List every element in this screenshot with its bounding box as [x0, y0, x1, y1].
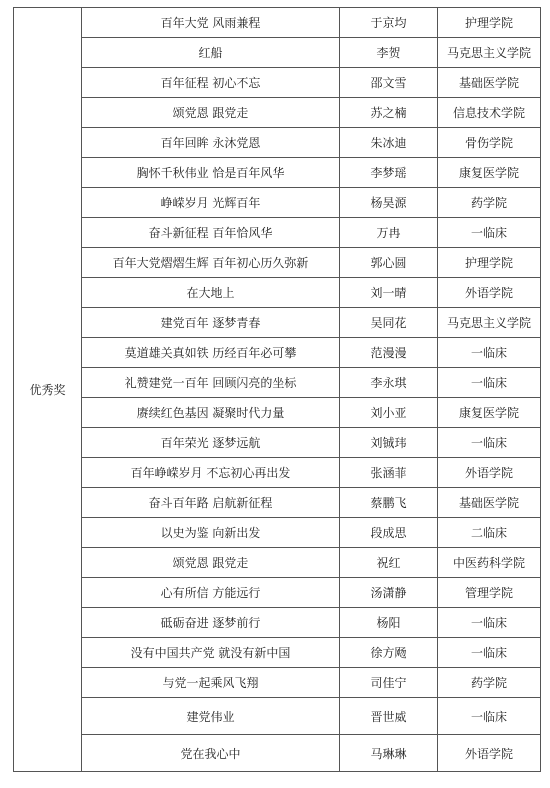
work-title-cell: 没有中国共产党 就没有新中国: [82, 638, 340, 668]
author-name-cell: 李贺: [340, 38, 438, 68]
work-title-cell: 在大地上: [82, 278, 340, 308]
author-name-cell: 马琳琳: [340, 735, 438, 772]
author-name-cell: 万冉: [340, 218, 438, 248]
college-cell: 护理学院: [438, 8, 541, 38]
work-title-cell: 颂党恩 跟党走: [82, 98, 340, 128]
work-title-cell: 百年荣光 逐梦远航: [82, 428, 340, 458]
college-cell: 一临床: [438, 428, 541, 458]
author-name-cell: 朱冰迪: [340, 128, 438, 158]
college-cell: 信息技术学院: [438, 98, 541, 128]
work-title-cell: 百年大党熠熠生辉 百年初心历久弥新: [82, 248, 340, 278]
college-cell: 外语学院: [438, 458, 541, 488]
table-row: [14, 278, 541, 308]
college-cell: 一临床: [438, 218, 541, 248]
college-cell: 一临床: [438, 368, 541, 398]
college-cell: 药学院: [438, 188, 541, 218]
work-title-cell: 砥砺奋进 逐梦前行: [82, 608, 340, 638]
work-title-cell: 心有所信 方能远行: [82, 578, 340, 608]
work-title-cell: 奋斗百年路 启航新征程: [82, 488, 340, 518]
author-name-cell: 邵文雪: [340, 68, 438, 98]
author-name-cell: 汤潇静: [340, 578, 438, 608]
table-row: [14, 128, 541, 158]
table-row: [14, 458, 541, 488]
table-row: [14, 488, 541, 518]
table-row: [14, 668, 541, 698]
college-cell: 外语学院: [438, 278, 541, 308]
college-cell: 马克思主义学院: [438, 38, 541, 68]
work-title-cell: 与党一起乘风飞翔: [82, 668, 340, 698]
author-name-cell: 刘小亚: [340, 398, 438, 428]
work-title-cell: 峥嵘岁月 光辉百年: [82, 188, 340, 218]
table-row: [14, 158, 541, 188]
table-row: [14, 8, 541, 38]
work-title-cell: 奋斗新征程 百年恰风华: [82, 218, 340, 248]
author-name-cell: 段成思: [340, 518, 438, 548]
college-cell: 药学院: [438, 668, 541, 698]
author-name-cell: 刘铖玮: [340, 428, 438, 458]
work-title-cell: 胸怀千秋伟业 恰是百年风华: [82, 158, 340, 188]
table-row: [14, 368, 541, 398]
college-cell: 外语学院: [438, 735, 541, 772]
work-title-cell: 百年大党 风雨兼程: [82, 8, 340, 38]
author-name-cell: 司佳宁: [340, 668, 438, 698]
table-row: [14, 638, 541, 668]
table-row: [14, 38, 541, 68]
author-name-cell: 苏之楠: [340, 98, 438, 128]
author-name-cell: 郭心圆: [340, 248, 438, 278]
author-name-cell: 范漫漫: [340, 338, 438, 368]
work-title-cell: 赓续红色基因 凝聚时代力量: [82, 398, 340, 428]
college-cell: 康复医学院: [438, 398, 541, 428]
author-name-cell: 于京均: [340, 8, 438, 38]
table-row: [14, 308, 541, 338]
table-row: [14, 338, 541, 368]
work-title-cell: 百年回眸 永沐党恩: [82, 128, 340, 158]
awards-table-body: [14, 8, 541, 772]
author-name-cell: 徐方飏: [340, 638, 438, 668]
work-title-cell: 红船: [82, 38, 340, 68]
work-title-cell: 党在我心中: [82, 735, 340, 772]
author-name-cell: 杨阳: [340, 608, 438, 638]
college-cell: 骨伤学院: [438, 128, 541, 158]
table-row: [14, 98, 541, 128]
award-category-cell: 优秀奖: [14, 8, 82, 772]
author-name-cell: 杨昊源: [340, 188, 438, 218]
work-title-cell: 颂党恩 跟党走: [82, 548, 340, 578]
college-cell: 一临床: [438, 698, 541, 735]
author-name-cell: 张涵菲: [340, 458, 438, 488]
work-title-cell: 礼赞建党一百年 回顾闪亮的坐标: [82, 368, 340, 398]
author-name-cell: 刘一晴: [340, 278, 438, 308]
table-row: [14, 428, 541, 458]
work-title-cell: 百年峥嵘岁月 不忘初心再出发: [82, 458, 340, 488]
work-title-cell: 建党百年 逐梦青春: [82, 308, 340, 338]
table-row: [14, 398, 541, 428]
college-cell: 护理学院: [438, 248, 541, 278]
author-name-cell: 晋世威: [340, 698, 438, 735]
author-name-cell: 吴同花: [340, 308, 438, 338]
college-cell: 管理学院: [438, 578, 541, 608]
table-row: [14, 608, 541, 638]
college-cell: 马克思主义学院: [438, 308, 541, 338]
college-cell: 中医药科学院: [438, 548, 541, 578]
author-name-cell: 李梦瑶: [340, 158, 438, 188]
table-row: [14, 578, 541, 608]
table-row: [14, 735, 541, 772]
work-title-cell: 百年征程 初心不忘: [82, 68, 340, 98]
college-cell: 基础医学院: [438, 68, 541, 98]
work-title-cell: 建党伟业: [82, 698, 340, 735]
table-row: [14, 548, 541, 578]
table-row: [14, 698, 541, 735]
college-cell: 一临床: [438, 338, 541, 368]
table-row: [14, 68, 541, 98]
author-name-cell: 蔡鹏飞: [340, 488, 438, 518]
author-name-cell: 祝红: [340, 548, 438, 578]
college-cell: 基础医学院: [438, 488, 541, 518]
college-cell: 一临床: [438, 638, 541, 668]
work-title-cell: 以史为鉴 向新出发: [82, 518, 340, 548]
awards-table: [13, 7, 541, 772]
author-name-cell: 李永琪: [340, 368, 438, 398]
table-row: [14, 248, 541, 278]
college-cell: 二临床: [438, 518, 541, 548]
college-cell: 一临床: [438, 608, 541, 638]
table-row: [14, 518, 541, 548]
table-row: [14, 218, 541, 248]
work-title-cell: 莫道雄关真如铁 历经百年必可攀: [82, 338, 340, 368]
college-cell: 康复医学院: [438, 158, 541, 188]
table-row: [14, 188, 541, 218]
